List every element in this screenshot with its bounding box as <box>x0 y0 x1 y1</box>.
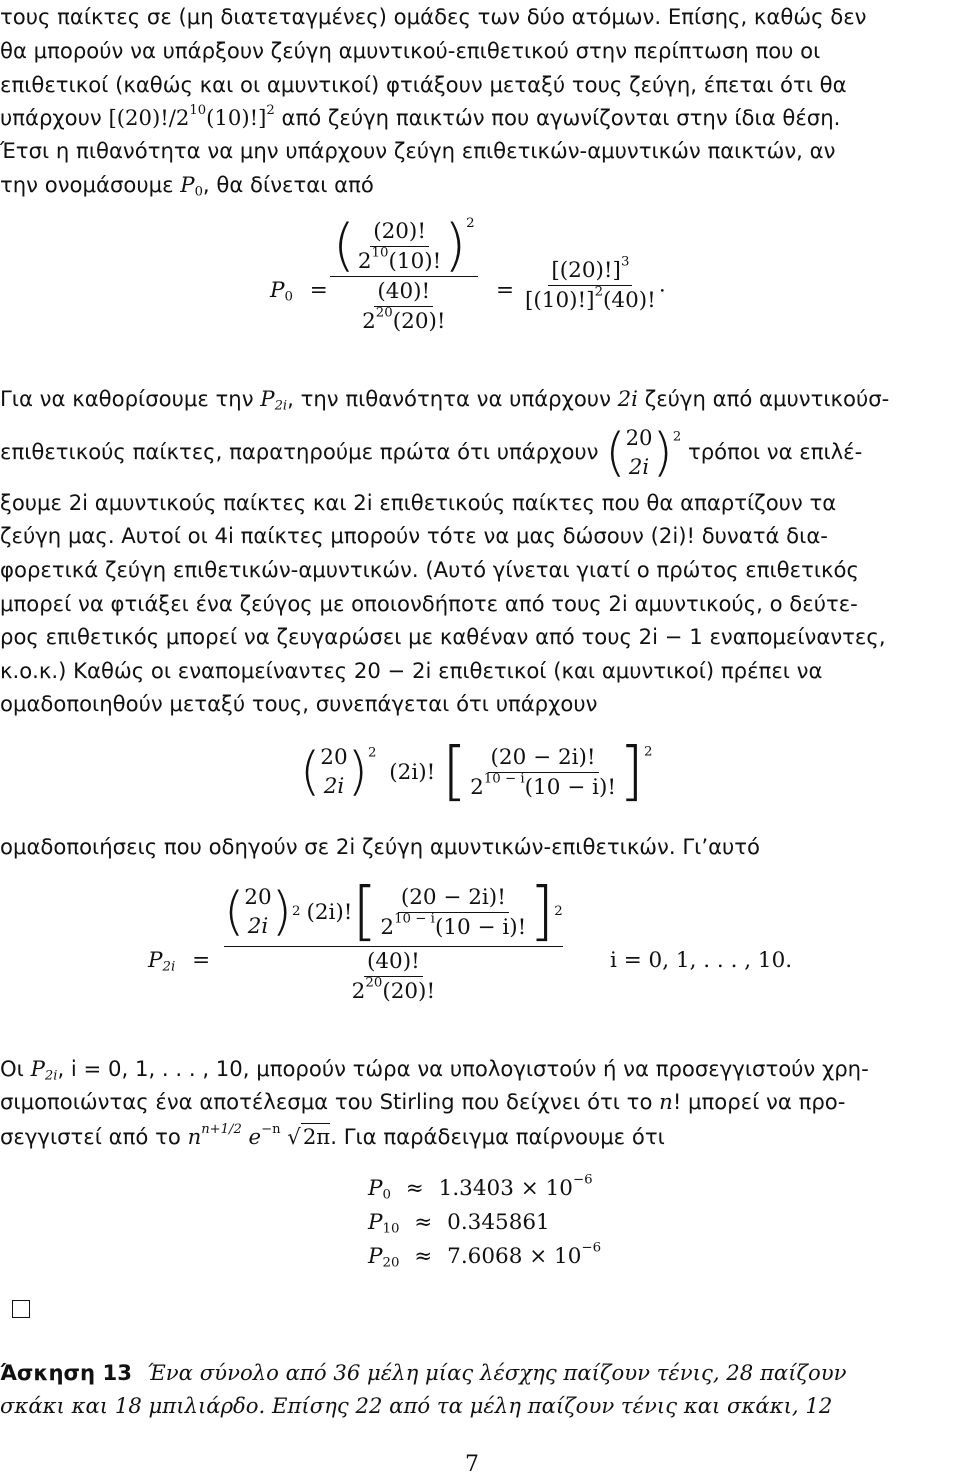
text-line: την ονομάσουμε $P_0$, θα δίνεται από <box>0 172 374 200</box>
equation-equals: = <box>496 278 515 303</box>
text-line: ομαδοποιηθούν μεταξύ τους, συνεπάγεται ότι υπάρχουν <box>0 691 598 716</box>
text-line: κ.ο.κ.) Καθώς οι εναπομείναντες 20 − 2i επιθετικοί (και αμυντικοί) πρέπει να <box>0 658 823 683</box>
exercise-line: Άσκηση 13 Ένα σύνολο από 36 μέλη μίας λέσχης παίζουν τένις, 28 παίζουν <box>0 1360 847 1385</box>
equation-range: i = 0, 1, . . . , 10. <box>610 948 793 973</box>
inline-math: $[(20)!/2^{10}(10)!]^2$ <box>108 102 275 130</box>
equation-fraction: ( $\frac{(20)!}{2^{10}(10)!}$ ) 2 $\frac{(40)!}{2^{20}(20)!}$ <box>330 218 478 334</box>
text-line: Για να καθορίσουμε την $P_{2i}$, την πιθανότητα να υπάρχουν 2i ζεύγη από αμυντικούσ- <box>0 386 890 414</box>
text-line: επιθετικούς παίκτες, παρατηρούμε πρώτα ότι υπάρχουν ( 20 2i ) $^2$ τρόποι να επιλέ- <box>0 423 863 483</box>
text-line: ζεύγη μας. Αυτοί οι 4i παίκτες μπορούν τότε να μας δώσουν (2i)! δυνατά δια- <box>0 523 828 548</box>
text-line: υπάρχουν $[(20)!/2^{10}(10)!]^2$ από ζεύγη παικτών που αγωνίζονται στην ίδια θέση. <box>0 102 841 130</box>
text-line: τους παίκτες σε (μη διατεταγμένες) ομάδες των δύο ατόμων. Επίσης, καθώς δεν <box>0 4 867 29</box>
text-line: σεγγιστεί από το $n^{n+1/2}$ $e^{-n}$ √2π. Για παράδειγμα παίρνουμε ότι <box>0 1121 665 1149</box>
exercise-label: Άσκηση 13 <box>0 1360 132 1385</box>
text-line: ομαδοποιήσεις που οδηγούν σε 2i ζεύγη αμυντικών-επιθετικών. Γι’αυτό <box>0 834 761 859</box>
text-line: μπορεί να φτιάξει ένα ζεύγος με οποιονδήποτε από τους 2i αμυντικούς, ο δεύτε- <box>0 591 858 616</box>
page-number: 7 <box>465 1452 479 1477</box>
equation-rhs: $\frac{[(20)!]^3}{[(10)!]^2(40)!}$ . <box>525 254 666 313</box>
result-row: $P_{20} \approx 7.6068 \times 10^{-6}$ <box>368 1240 602 1271</box>
result-row: $P_{10} \approx 0.345861$ <box>368 1210 550 1237</box>
binomial: ( 20 2i ) <box>605 423 673 483</box>
text-line: Έτσι η πιθανότητα να μην υπάρχουν ζεύγη επιθετικών-αμυντικών παικτών, αν <box>0 138 836 163</box>
text-line: σιμοποιώντας ένα αποτέλεσμα του Stirling που δείχνει ότι το n! μπορεί να προ- <box>0 1089 846 1114</box>
equation-fraction: ( 20 2i ) 2 (2i)! [ $\frac{(20 - 2i)!}{2^{10 - i}(10 - i)!}$ ] 2 $\frac{(40)!}{2^{20}(20)!}$ <box>224 875 563 1004</box>
text-line: φορετικά ζεύγη επιθετικών-αμυντικών. (Αυτό γίνεται γιατί ο πρώτος επιθετικός <box>0 557 859 582</box>
text-line: ξουμε 2i αμυντικούς παίκτες και 2i επιθετικούς παίκτες που θα απαρτίζουν τα <box>0 490 837 515</box>
equation-lhs: $P_{2i}$ = <box>148 948 211 975</box>
text-line: επιθετικοί (καθώς και οι αμυντικοί) φτιάξουν μεταξύ τους ζεύγη, έπεται ότι θα <box>0 72 847 97</box>
exercise-line: σκάκι και 18 μπιλιάρδο. Επίσης 22 από τα μέλη παίζουν τένις και σκάκι, 12 <box>0 1393 833 1418</box>
qed-box <box>12 1300 30 1318</box>
text-line: Οι $P_{2i}$, i = 0, 1, . . . , 10, μπορούν τώρα να υπολογιστούν ή να προσεγγιστούν χρη- <box>0 1056 869 1084</box>
text-line: θα μπορούν να υπάρξουν ζεύγη αμυντικού-επιθετικού στην περίπτωση που οι <box>0 38 821 63</box>
text-line: ρος επιθετικός μπορεί να ζευγαρώσει με καθέναν από τους 2i − 1 εναπομείναντες, <box>0 624 886 649</box>
result-row: $P_0 \approx 1.3403 \times 10^{-6}$ <box>368 1172 593 1203</box>
equation-lhs: $P_0$ = <box>270 278 328 305</box>
equation-count: ( 20 2i ) $^2$ (2i)! [ $\frac{(20 - 2i)!}{2^{10 - i}(10 - i)!}$ ]$^2$ <box>300 735 653 809</box>
